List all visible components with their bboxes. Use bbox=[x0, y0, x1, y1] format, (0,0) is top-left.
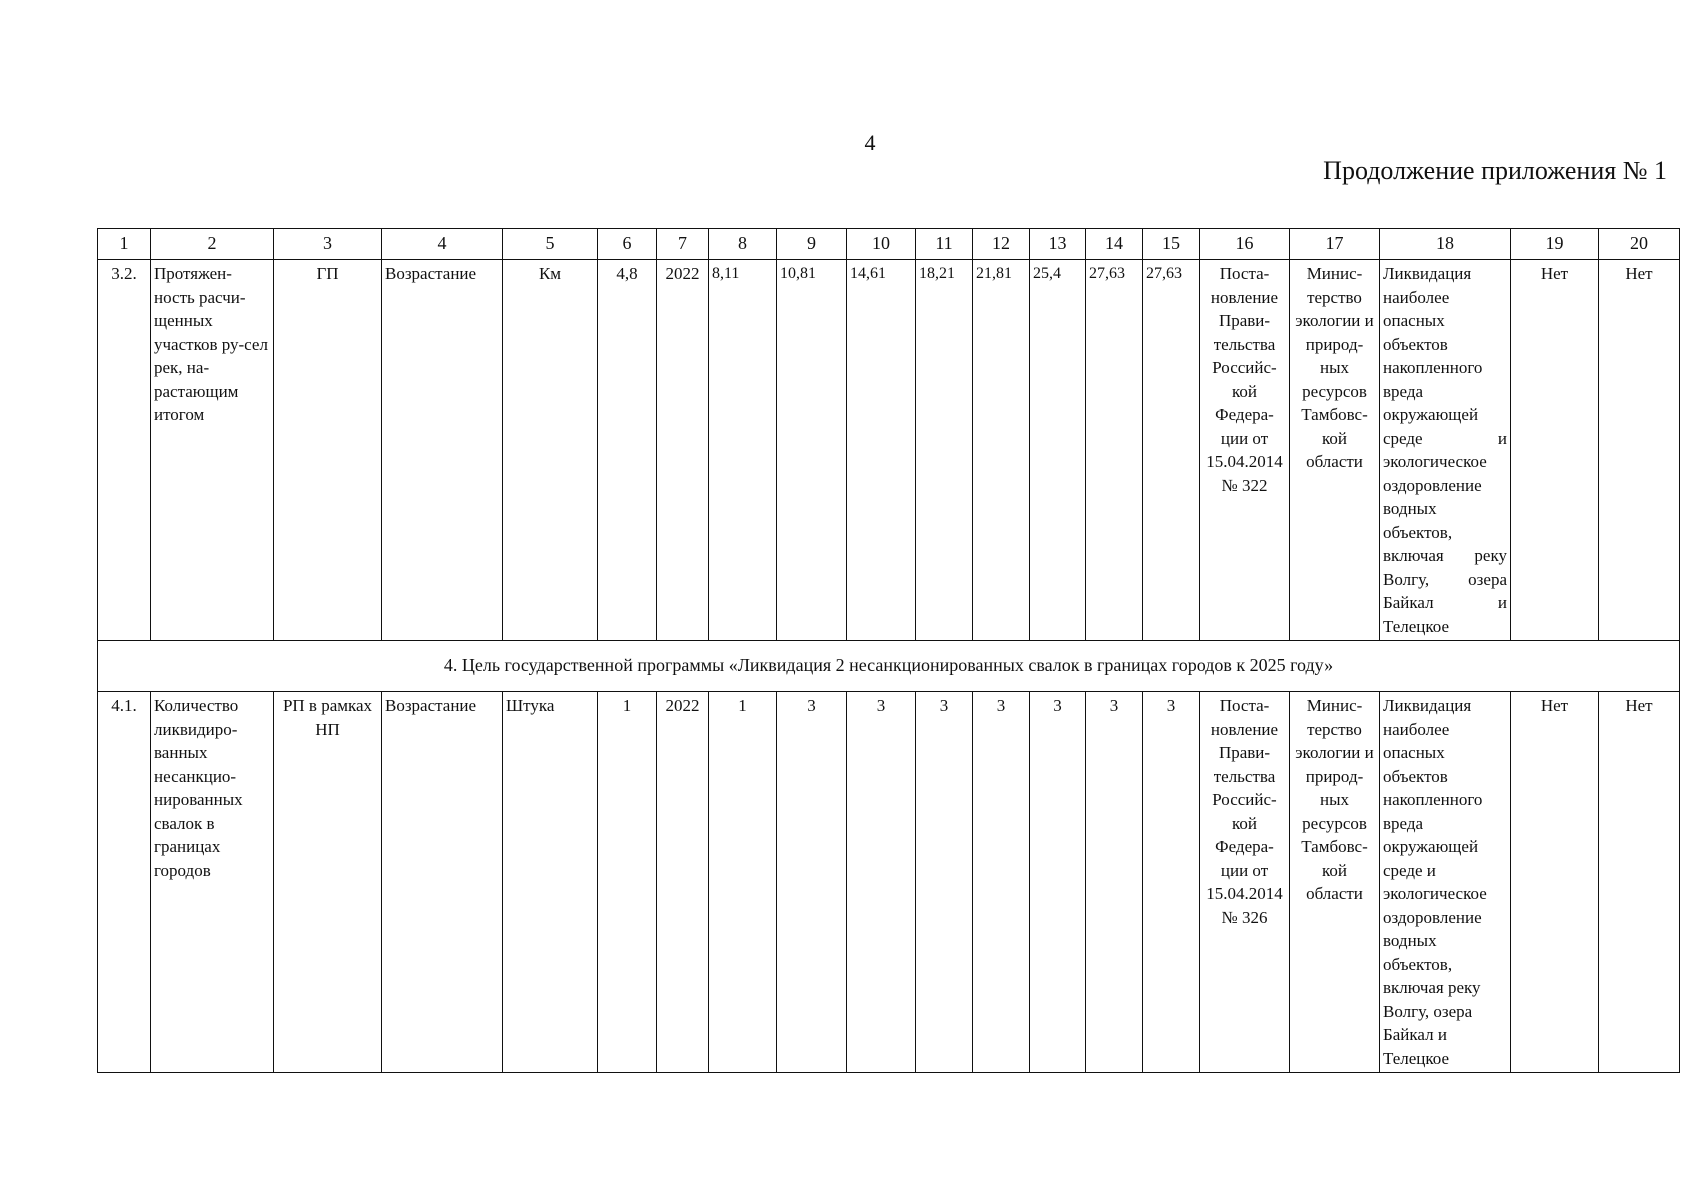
indicators-table bbox=[97, 228, 1680, 1073]
unit-of-measure: Штука bbox=[503, 692, 598, 1073]
value-col-8: 1 bbox=[709, 692, 777, 1073]
value-col-15: 3 bbox=[1143, 692, 1200, 1073]
col-num-8: 8 bbox=[709, 229, 777, 260]
linked-goal: Ликвидация наиболее опасных объектов накопленного вреда окружающей среде и экологическое оздоровление водных объектов, включая реку Волгу, озера Байкал и Телецкое bbox=[1380, 692, 1511, 1073]
base-value: 4,8 bbox=[598, 260, 657, 641]
col-num-11: 11 bbox=[916, 229, 973, 260]
col-num-10: 10 bbox=[847, 229, 916, 260]
col-num-7: 7 bbox=[657, 229, 709, 260]
row-number: 3.2. bbox=[98, 260, 151, 641]
col-num-2: 2 bbox=[151, 229, 274, 260]
value-col-14: 3 bbox=[1086, 692, 1143, 1073]
value-col-9: 3 bbox=[777, 692, 847, 1073]
legal-document: Поста-новление Прави-тельства Российс-кой Федера-ции от 15.04.2014 № 326 bbox=[1200, 692, 1290, 1073]
value-col-12: 3 bbox=[973, 692, 1030, 1073]
indicator-trend: Возрастание bbox=[382, 692, 503, 1073]
col-num-15: 15 bbox=[1143, 229, 1200, 260]
value-col-9: 10,81 bbox=[777, 260, 847, 641]
col-num-5: 5 bbox=[503, 229, 598, 260]
value-col-10: 14,61 bbox=[847, 260, 916, 641]
col-num-6: 6 bbox=[598, 229, 657, 260]
value-col-12: 21,81 bbox=[973, 260, 1030, 641]
col-num-20: 20 bbox=[1599, 229, 1680, 260]
indicator-name: Протяжен-ность расчи-щенных участков ру-сел рек, на-растающим итогом bbox=[151, 260, 274, 641]
indicator-trend: Возрастание bbox=[382, 260, 503, 641]
value-col-8: 8,11 bbox=[709, 260, 777, 641]
value-col-11: 18,21 bbox=[916, 260, 973, 641]
base-value: 1 bbox=[598, 692, 657, 1073]
linked-goal: Ликвидация наиболее опасных объектов накопленного вреда окружающей среде и экологическое оздоровление водных объектов, включая реку Волгу, озера Байкал и Телецкое bbox=[1380, 260, 1511, 641]
base-year: 2022 bbox=[657, 692, 709, 1073]
col-20-value: Нет bbox=[1599, 692, 1680, 1073]
value-col-15: 27,63 bbox=[1143, 260, 1200, 641]
section-header-row bbox=[98, 641, 1680, 692]
page-number: 4 bbox=[864, 130, 876, 155]
unit-of-measure: Км bbox=[503, 260, 598, 641]
col-num-18: 18 bbox=[1380, 229, 1511, 260]
col-19-value: Нет bbox=[1511, 260, 1599, 641]
base-year: 2022 bbox=[657, 260, 709, 641]
section-title: 4. Цель государственной программы «Ликвидация 2 несанкционированных свалок в границах городов к 2025 году» bbox=[98, 641, 1680, 692]
value-col-11: 3 bbox=[916, 692, 973, 1073]
col-num-19: 19 bbox=[1511, 229, 1599, 260]
column-numbers-row bbox=[98, 229, 1680, 260]
col-num-16: 16 bbox=[1200, 229, 1290, 260]
col-num-12: 12 bbox=[973, 229, 1030, 260]
indicator-name: Количество ликвидиро-ванных несанкцио-нированных свалок в границах городов bbox=[151, 692, 274, 1073]
row-number: 4.1. bbox=[98, 692, 151, 1073]
responsible-body: Минис-терство экологии и природ-ных ресурсов Тамбовс-кой области bbox=[1290, 692, 1380, 1073]
col-20-value: Нет bbox=[1599, 260, 1680, 641]
indicator-level: ГП bbox=[274, 260, 382, 641]
continuation-title: Продолжение приложения № 1 bbox=[1323, 156, 1667, 185]
responsible-body: Минис-терство экологии и природ-ных ресурсов Тамбовс-кой области bbox=[1290, 260, 1380, 641]
value-col-13: 25,4 bbox=[1030, 260, 1086, 641]
table-row bbox=[98, 692, 1680, 1073]
col-num-13: 13 bbox=[1030, 229, 1086, 260]
col-num-3: 3 bbox=[274, 229, 382, 260]
col-19-value: Нет bbox=[1511, 692, 1599, 1073]
col-num-14: 14 bbox=[1086, 229, 1143, 260]
value-col-14: 27,63 bbox=[1086, 260, 1143, 641]
col-num-4: 4 bbox=[382, 229, 503, 260]
col-num-17: 17 bbox=[1290, 229, 1380, 260]
indicator-level: РП в рамках НП bbox=[274, 692, 382, 1073]
value-col-10: 3 bbox=[847, 692, 916, 1073]
col-num-9: 9 bbox=[777, 229, 847, 260]
legal-document: Поста-новление Прави-тельства Российс-кой Федера-ции от 15.04.2014 № 322 bbox=[1200, 260, 1290, 641]
value-col-13: 3 bbox=[1030, 692, 1086, 1073]
table-row bbox=[98, 260, 1680, 641]
col-num-1: 1 bbox=[98, 229, 151, 260]
